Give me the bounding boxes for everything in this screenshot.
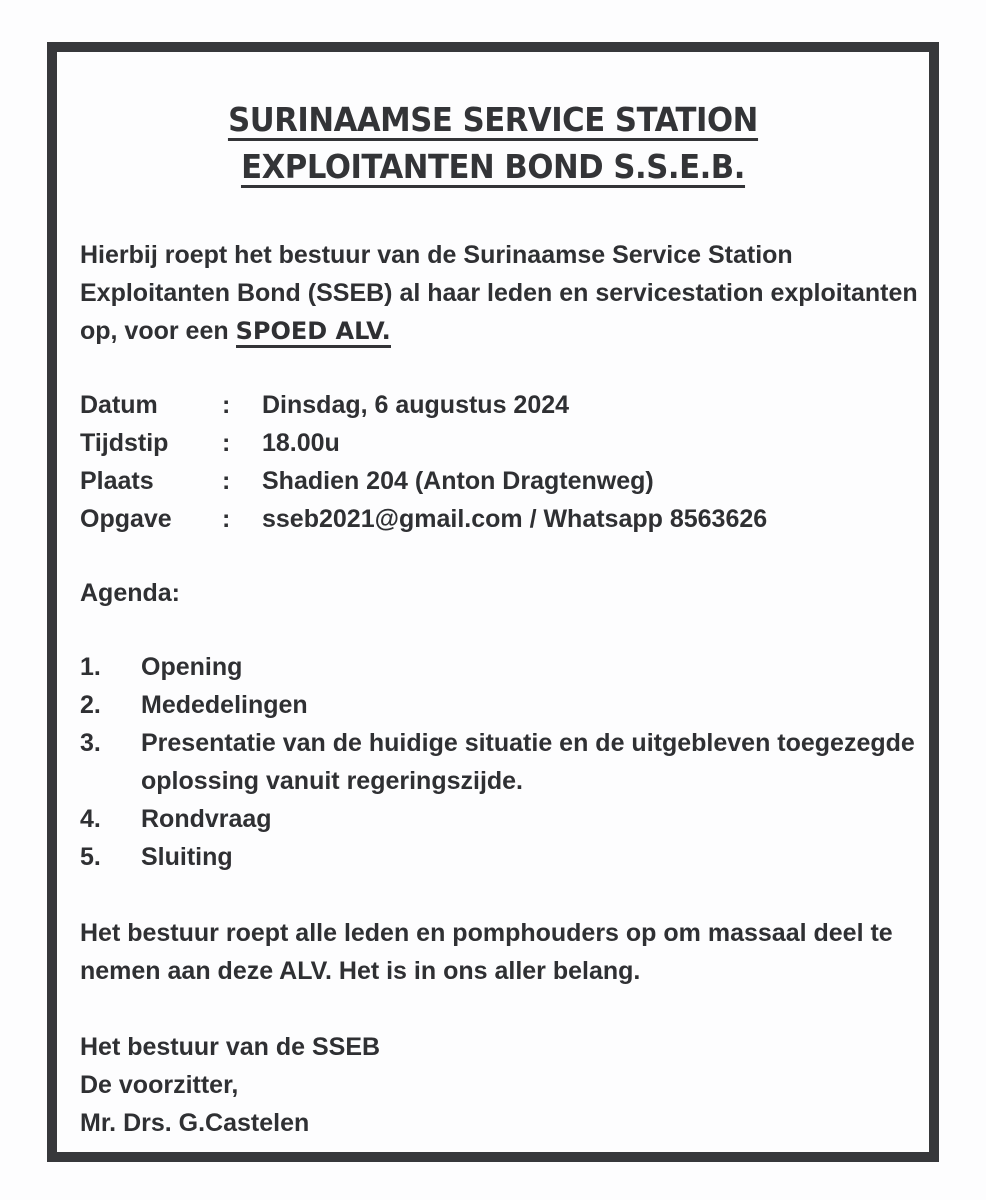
detail-label: Datum [80,391,158,419]
agenda-item [80,724,919,800]
agenda-item-text: Rondvraag [141,805,272,833]
detail-row-place [80,462,919,500]
title-line-1: SURINAAMSE SERVICE STATION [228,100,758,139]
agenda-item-number: 4. [80,805,101,833]
meeting-details [80,386,919,538]
detail-separator: : [222,429,231,457]
detail-row-date [80,386,919,424]
agenda-item [80,800,919,838]
agenda-item-number: 2. [80,691,101,719]
notice-body [80,236,919,1142]
intro-text: Hierbij roept het bestuur van de Surinaamse Service Station Exploitanten Bond (SSEB) al haar leden en servicestation exploitanten op, voor een [80,241,918,345]
detail-label: Opgave [80,505,172,533]
signature-line-role: De voorzitter, [80,1071,239,1099]
signature-block [80,1028,919,1142]
agenda-list [80,648,919,876]
agenda-item [80,686,919,724]
agenda-item-text: Opening [141,653,243,681]
signature-line-board: Het bestuur van de SSEB [80,1033,381,1061]
detail-separator: : [222,467,231,495]
agenda-item-number: 5. [80,843,101,871]
detail-label: Plaats [80,467,154,495]
notice-title [88,98,899,192]
agenda-item [80,838,919,876]
agenda-item-text: Sluiting [141,843,233,871]
agenda-item-text: Mededelingen [141,691,308,719]
intro-paragraph [80,236,919,350]
closing-paragraph: Het bestuur roept alle leden en pomphouders op om massaal deel te nemen aan deze ALV. Het is in ons aller belang. [80,919,893,985]
detail-label: Tijdstip [80,429,169,457]
detail-row-time [80,424,919,462]
notice-frame [47,42,939,1162]
detail-value: sseb2021@gmail.com / Whatsapp 8563626 [262,505,768,533]
title-line-2: EXPLOITANTEN BOND S.S.E.B. [241,147,745,186]
detail-separator: : [222,391,231,419]
agenda-item-number: 1. [80,653,101,681]
detail-value: 18.00u [262,429,340,457]
detail-row-registration [80,500,919,538]
agenda-item-number: 3. [80,729,101,757]
detail-value: Dinsdag, 6 augustus 2024 [262,391,570,419]
signature-line-name: Mr. Drs. G.Castelen [80,1109,310,1137]
detail-separator: : [222,505,231,533]
agenda-item-text: Presentatie van de huidige situatie en de uitgebleven toegezegde oplossing vanuit regeringszijde. [141,729,915,795]
agenda-heading: Agenda: [80,579,180,607]
agenda-item [80,648,919,686]
detail-value: Shadien 204 (Anton Dragtenweg) [262,467,654,495]
intro-emphasis: SPOED ALV. [236,317,391,348]
